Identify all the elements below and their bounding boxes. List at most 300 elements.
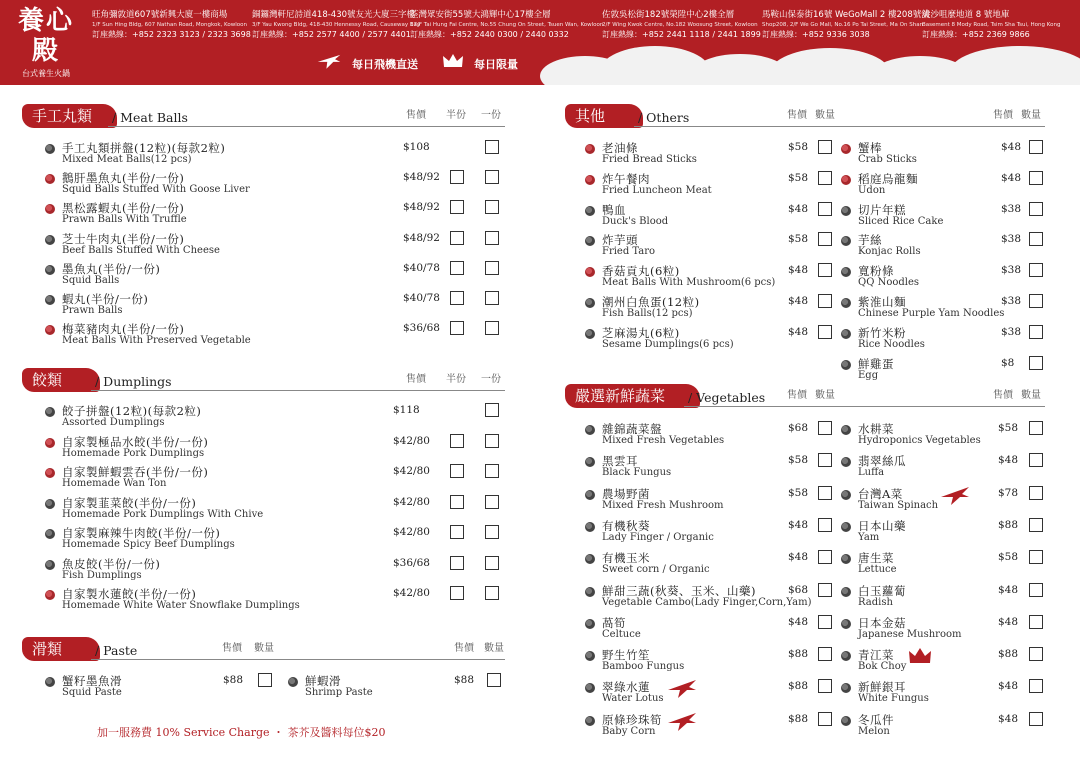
item-name-en: Homemade Spicy Beef Dumplings xyxy=(62,539,235,550)
branch-info xyxy=(410,10,603,40)
item-name-zh: 自家製水蓮餃(半份/一份) xyxy=(62,587,197,601)
item-name-en: Sliced Rice Cake xyxy=(858,215,944,227)
item-name-zh: 蟹籽墨魚滑 xyxy=(62,674,122,688)
item-price: $88 xyxy=(788,680,809,693)
branch-phone: 訂座熱線：+852 9336 3038 xyxy=(762,30,870,39)
item-price: $48 xyxy=(1001,171,1022,184)
column-header: 半份 xyxy=(446,110,466,121)
item-name-en: Squid Paste xyxy=(62,687,122,698)
bullet-icon xyxy=(841,716,851,726)
column-header: 數量 xyxy=(484,643,504,654)
column-header: 售價 xyxy=(787,110,807,121)
half-portion-checkbox[interactable] xyxy=(450,170,464,184)
section-title-zh: 手工丸類 xyxy=(22,104,117,128)
item-price: $42/80 xyxy=(393,526,430,538)
quantity-checkbox[interactable] xyxy=(818,294,832,308)
item-name-en: Fried Luncheon Meat xyxy=(602,184,712,196)
item-name-zh: 黑雲耳 xyxy=(602,454,638,469)
bullet-icon xyxy=(45,529,55,539)
item-price: $48 xyxy=(998,680,1019,693)
item-name-zh: 鴨血 xyxy=(602,202,626,217)
item-price: $88 xyxy=(223,674,244,686)
item-name-en: Chinese Purple Yam Noodles xyxy=(858,308,1005,319)
full-portion-checkbox[interactable] xyxy=(485,231,499,245)
item-name-zh: 唐生菜 xyxy=(858,551,894,566)
crown-icon xyxy=(442,52,464,70)
item-name-zh: 水耕菜 xyxy=(858,422,894,436)
bullet-icon xyxy=(841,360,851,370)
bullet-icon xyxy=(585,554,595,564)
item-price: $68 xyxy=(788,583,809,596)
item-name-en: Sweet corn / Organic xyxy=(602,564,710,576)
item-name-zh: 寬粉條 xyxy=(858,264,894,279)
item-price: $48 xyxy=(788,325,809,338)
bullet-icon xyxy=(585,651,595,661)
column-header: 售價 xyxy=(406,110,426,121)
item-price: $42/80 xyxy=(393,434,430,447)
quantity-checkbox[interactable] xyxy=(818,615,832,629)
quantity-checkbox[interactable] xyxy=(818,263,832,277)
item-name-en: Homemade Pork Dumplings xyxy=(62,447,205,459)
item-name-zh: 日本金菇 xyxy=(858,615,906,630)
item-name-zh: 黑松露蝦丸(半份/一份) xyxy=(62,201,185,216)
section-divider xyxy=(108,126,505,127)
airplane-icon xyxy=(316,50,342,72)
quantity-checkbox[interactable] xyxy=(818,518,832,532)
branch-address: 銅鑼灣軒尼詩道418-430號友光大廈三字樓 xyxy=(252,10,416,20)
item-price: $38 xyxy=(1001,295,1022,307)
quantity-checkbox[interactable] xyxy=(487,673,501,687)
quantity-checkbox[interactable] xyxy=(818,421,832,435)
bullet-icon xyxy=(45,235,55,245)
section-header-meatballs xyxy=(22,104,505,128)
item-price: $78 xyxy=(998,486,1019,499)
half-portion-checkbox[interactable] xyxy=(450,261,464,275)
item-price: $48 xyxy=(998,454,1019,467)
service-charge-note: 加一服務費 10% Service Charge ・ 茶芥及醬料每位$20 xyxy=(97,726,386,739)
item-name-zh: 萵筍 xyxy=(602,615,626,630)
item-name-zh: 紫淮山麵 xyxy=(858,295,906,309)
item-name-zh: 有機玉米 xyxy=(602,551,650,566)
quantity-checkbox[interactable] xyxy=(1029,140,1043,154)
item-price: $38 xyxy=(1001,325,1022,338)
item-price: $88 xyxy=(788,712,809,725)
item-name-en: Melon xyxy=(858,725,890,737)
quantity-checkbox[interactable] xyxy=(485,140,499,154)
bullet-icon xyxy=(585,298,595,308)
bullet-icon xyxy=(45,265,55,275)
branch-phone: 訂座熱線：+852 2441 1118 / 2441 1899 xyxy=(602,30,761,39)
column-header: 數量 xyxy=(815,390,835,401)
item-name-zh: 芝麻湯丸(6粒) xyxy=(602,325,680,340)
section-header-others xyxy=(565,104,1045,128)
item-name-en: Black Fungus xyxy=(602,467,672,479)
item-name-en: Beef Balls Stuffed With Cheese xyxy=(62,244,220,256)
item-name-en: Baby Corn xyxy=(602,725,656,737)
item-price: $42/80 xyxy=(393,495,430,508)
crown-icon xyxy=(908,647,932,665)
bullet-icon xyxy=(45,144,55,154)
quantity-checkbox[interactable] xyxy=(818,647,832,661)
branch-address: 尖沙咀麼地道 8 號地庫 xyxy=(922,10,1010,20)
item-name-zh: 潮州白魚蛋(12粒) xyxy=(602,295,700,309)
bullet-icon xyxy=(585,206,595,216)
item-name-en: Sesame Dumplings(6 pcs) xyxy=(602,338,734,350)
item-name-zh: 翡翠絲瓜 xyxy=(858,454,906,469)
item-name-zh: 自家製極品水餃(半份/一份) xyxy=(62,434,209,449)
item-price: $88 xyxy=(788,648,809,661)
quantity-checkbox[interactable] xyxy=(1029,294,1043,308)
branch-phone: 訂座熱線：+852 2577 4400 / 2577 4401 xyxy=(252,30,411,39)
item-price: $108 xyxy=(403,141,430,153)
item-name-en: Meat Balls With Mushroom(6 pcs) xyxy=(602,277,776,289)
item-name-en: Hydroponics Vegetables xyxy=(858,435,981,446)
bullet-icon xyxy=(841,587,851,597)
column-header: 數量 xyxy=(1021,110,1041,121)
column-header: 半份 xyxy=(446,374,466,385)
column-header: 售價 xyxy=(454,643,474,654)
banner-daily-limited: 每日限量 xyxy=(474,58,518,71)
item-name-en: Crab Sticks xyxy=(858,154,917,165)
bullet-icon xyxy=(45,407,55,417)
item-price: $8 xyxy=(1001,356,1015,369)
item-name-zh: 鮮雞蛋 xyxy=(858,356,894,371)
bullet-icon xyxy=(585,683,595,693)
item-name-zh: 炸芋頭 xyxy=(602,233,638,248)
item-name-en: Prawn Balls With Truffle xyxy=(62,214,187,226)
full-portion-checkbox[interactable] xyxy=(485,464,499,478)
item-price: $48 xyxy=(788,202,809,215)
bullet-icon xyxy=(841,236,851,246)
column-header: 數量 xyxy=(254,643,274,654)
full-portion-checkbox[interactable] xyxy=(485,200,499,214)
item-name-en: Water Lotus xyxy=(602,693,664,705)
column-header: 售價 xyxy=(406,374,426,385)
section-title-zh: 其他 xyxy=(565,104,643,128)
bullet-icon xyxy=(841,683,851,693)
bullet-icon xyxy=(841,298,851,308)
quantity-checkbox[interactable] xyxy=(818,140,832,154)
column-header: 數量 xyxy=(1021,390,1041,401)
full-portion-checkbox[interactable] xyxy=(485,261,499,275)
item-name-en: Duck's Blood xyxy=(602,215,669,227)
half-portion-checkbox[interactable] xyxy=(450,556,464,570)
cloud-decoration xyxy=(540,42,1080,85)
item-name-zh: 農場野菌 xyxy=(602,486,650,501)
item-name-en: Egg xyxy=(858,369,879,381)
quantity-checkbox[interactable] xyxy=(818,202,832,216)
bullet-icon xyxy=(841,206,851,216)
bullet-icon xyxy=(585,329,595,339)
item-name-en: Udon xyxy=(858,184,886,196)
branch-address-en: Basement 8 Mody Road, Tsim Sha Tsui, Hong Kong xyxy=(922,22,1061,28)
branch-address-en: 3/F Yau Kwong Bldg, 418-430 Hennessy Road, Causeway Bay xyxy=(252,22,421,28)
item-price: $40/78 xyxy=(403,261,440,274)
item-name-zh: 自家製麻辣牛肉餃(半份/一份) xyxy=(62,526,221,540)
half-portion-checkbox[interactable] xyxy=(450,200,464,214)
item-price: $48 xyxy=(1001,141,1022,153)
item-price: $48 xyxy=(788,264,809,277)
item-price: $58 xyxy=(788,141,809,153)
quantity-checkbox[interactable] xyxy=(1029,232,1043,246)
item-name-en: Celtuce xyxy=(602,628,641,640)
section-title-zh: 嚴選新鮮蔬菜 xyxy=(565,384,700,408)
bullet-icon xyxy=(45,468,55,478)
logo-text: 養心殿 xyxy=(17,6,74,66)
item-price: $48 xyxy=(998,583,1019,596)
half-portion-checkbox[interactable] xyxy=(450,291,464,305)
full-portion-checkbox[interactable] xyxy=(485,556,499,570)
bullet-icon xyxy=(841,522,851,532)
item-price: $48/92 xyxy=(403,231,440,244)
section-divider xyxy=(91,659,505,660)
half-portion-checkbox[interactable] xyxy=(450,321,464,335)
item-name-zh: 雜錦蔬菜盤 xyxy=(602,422,662,436)
bullet-icon xyxy=(585,144,595,154)
item-price: $58 xyxy=(788,454,809,467)
item-name-en: Fried Taro xyxy=(602,246,656,258)
item-price: $38 xyxy=(1001,264,1022,277)
branch-info xyxy=(92,10,251,40)
header-banner xyxy=(0,0,1080,85)
item-price: $118 xyxy=(393,404,420,416)
item-name-en: Lady Finger / Organic xyxy=(602,531,714,543)
item-name-zh: 梅菜豬肉丸(半份/一份) xyxy=(62,322,185,337)
item-name-zh: 鮮蝦滑 xyxy=(305,674,341,688)
quantity-checkbox[interactable] xyxy=(1029,486,1043,500)
quantity-checkbox[interactable] xyxy=(1029,583,1043,597)
item-name-zh: 芝士牛肉丸(半份/一份) xyxy=(62,231,185,246)
item-name-en: Luffa xyxy=(858,467,885,479)
bullet-icon xyxy=(841,267,851,277)
quantity-checkbox[interactable] xyxy=(1029,679,1043,693)
branch-phone: 訂座熱線：+852 2323 3123 / 2323 3698 xyxy=(92,30,251,39)
item-name-zh: 新鮮銀耳 xyxy=(858,680,906,695)
item-name-zh: 炸午餐肉 xyxy=(602,171,650,186)
quantity-checkbox[interactable] xyxy=(1029,453,1043,467)
item-name-zh: 鵝肝墨魚丸(半份/一份) xyxy=(62,171,185,186)
item-name-zh: 稻庭烏龍麵 xyxy=(858,171,918,186)
quantity-checkbox[interactable] xyxy=(1029,712,1043,726)
item-name-zh: 芋絲 xyxy=(858,233,882,248)
quantity-checkbox[interactable] xyxy=(1029,421,1043,435)
item-name-zh: 鮮甜三蔬(秋葵、玉米、山藥) xyxy=(602,583,756,598)
section-title-en: / Meat Balls xyxy=(112,110,188,125)
quantity-checkbox[interactable] xyxy=(1029,615,1043,629)
item-name-zh: 新竹米粉 xyxy=(858,325,906,340)
item-price: $48 xyxy=(788,518,809,531)
quantity-checkbox[interactable] xyxy=(1029,171,1043,185)
full-portion-checkbox[interactable] xyxy=(485,586,499,600)
item-name-en: Rice Noodles xyxy=(858,338,925,350)
full-portion-checkbox[interactable] xyxy=(485,525,499,539)
item-name-en: Homemade White Water Snowflake Dumplings xyxy=(62,600,300,611)
quantity-checkbox[interactable] xyxy=(818,486,832,500)
item-name-en: Fish Dumplings xyxy=(62,569,142,581)
branch-address-en: Shop208, 2/F We Go Mall, No.16 Po Tai Street, Ma On Shan xyxy=(762,22,924,28)
full-portion-checkbox[interactable] xyxy=(485,291,499,305)
item-name-zh: 老油條 xyxy=(602,141,638,155)
item-price: $48 xyxy=(788,551,809,564)
quantity-checkbox[interactable] xyxy=(1029,263,1043,277)
quantity-checkbox[interactable] xyxy=(818,325,832,339)
item-price: $68 xyxy=(788,422,809,434)
column-header: 售價 xyxy=(993,390,1013,401)
branch-address: 旺角彌敦道607號新興大廈一樓商場 xyxy=(92,10,228,20)
item-price: $48 xyxy=(788,615,809,628)
item-name-en: Radish xyxy=(858,596,893,608)
half-portion-checkbox[interactable] xyxy=(450,464,464,478)
item-name-zh: 切片年糕 xyxy=(858,202,906,217)
column-header: 一份 xyxy=(481,110,501,121)
item-name-en: Konjac Rolls xyxy=(858,246,921,258)
item-name-zh: 墨魚丸(半份/一份) xyxy=(62,261,161,276)
item-price: $48 xyxy=(998,615,1019,628)
column-header: 售價 xyxy=(993,110,1013,121)
branch-address-en: 17/F Tai Hung Fai Centre, No.55 Chung On Street, Tsuen Wan, Kowloon xyxy=(410,22,604,28)
item-name-en: Assorted Dumplings xyxy=(62,417,165,428)
quantity-checkbox[interactable] xyxy=(1029,518,1043,532)
full-portion-checkbox[interactable] xyxy=(485,434,499,448)
bullet-icon xyxy=(585,457,595,467)
bullet-icon xyxy=(841,175,851,185)
item-name-en: Prawn Balls xyxy=(62,305,123,316)
bullet-icon xyxy=(585,425,595,435)
item-name-en: Japanese Mushroom xyxy=(858,628,962,640)
full-portion-checkbox[interactable] xyxy=(485,170,499,184)
item-price: $58 xyxy=(788,486,809,499)
section-divider xyxy=(684,406,1045,407)
quantity-checkbox[interactable] xyxy=(1029,325,1043,339)
item-name-en: Mixed Meat Balls(12 pcs) xyxy=(62,154,192,165)
bullet-icon xyxy=(841,554,851,564)
item-name-zh: 蟹棒 xyxy=(858,141,882,155)
section-header-dumplings xyxy=(22,368,505,392)
quantity-checkbox[interactable] xyxy=(818,679,832,693)
item-price: $38 xyxy=(1001,233,1022,246)
item-name-zh: 翠綠水蓮 xyxy=(602,680,650,695)
quantity-checkbox[interactable] xyxy=(1029,647,1043,661)
branch-phone: 訂座熱線：+852 2369 9866 xyxy=(922,30,1030,39)
section-title-en: / Vegetables xyxy=(688,390,766,405)
item-price: $48 xyxy=(788,295,809,307)
banner-daily-flight: 每日飛機直送 xyxy=(352,58,418,71)
item-name-en: White Fungus xyxy=(858,693,929,705)
bullet-icon xyxy=(585,619,595,629)
quantity-checkbox[interactable] xyxy=(818,712,832,726)
bullet-icon xyxy=(585,175,595,185)
quantity-checkbox[interactable] xyxy=(1029,356,1043,370)
bullet-icon xyxy=(585,267,595,277)
restaurant-logo xyxy=(14,6,78,78)
full-portion-checkbox[interactable] xyxy=(485,321,499,335)
bullet-icon xyxy=(585,716,595,726)
branch-address-en: 2/F Wing Kwok Centre, No.182 Woosung Street, Kowloon xyxy=(602,22,758,28)
half-portion-checkbox[interactable] xyxy=(450,525,464,539)
branch-info xyxy=(922,10,1060,40)
column-header: 數量 xyxy=(815,110,835,121)
quantity-checkbox[interactable] xyxy=(1029,202,1043,216)
half-portion-checkbox[interactable] xyxy=(450,495,464,509)
half-portion-checkbox[interactable] xyxy=(450,586,464,600)
item-name-zh: 餃子拼盤(12粒)(每款2粒) xyxy=(62,404,202,418)
item-name-en: Squid Balls xyxy=(62,274,120,286)
quantity-checkbox[interactable] xyxy=(818,550,832,564)
branch-info xyxy=(252,10,420,40)
item-price: $42/80 xyxy=(393,465,430,477)
quantity-checkbox[interactable] xyxy=(258,673,272,687)
item-name-zh: 自家製鮮蝦雲吞(半份/一份) xyxy=(62,465,209,479)
item-price: $88 xyxy=(454,674,475,686)
bullet-icon xyxy=(288,677,298,687)
item-name-en: Vegetable Cambo(Lady Finger,Corn,Yam) xyxy=(602,596,812,608)
branch-list xyxy=(92,10,1078,40)
item-price: $42/80 xyxy=(393,587,430,599)
bullet-icon xyxy=(841,651,851,661)
bullet-icon xyxy=(45,560,55,570)
item-price: $58 xyxy=(998,422,1019,434)
branch-phone: 訂座熱線：+852 2440 0300 / 2440 0332 xyxy=(410,30,569,39)
item-price: $58 xyxy=(788,233,809,246)
item-name-en: QQ Noodles xyxy=(858,277,920,289)
bullet-icon xyxy=(45,499,55,509)
bullet-icon xyxy=(841,490,851,500)
quantity-checkbox[interactable] xyxy=(1029,550,1043,564)
section-divider xyxy=(91,390,505,391)
item-name-en: Taiwan Spinach xyxy=(858,499,939,511)
half-portion-checkbox[interactable] xyxy=(450,231,464,245)
item-name-en: Homemade Wan Ton xyxy=(62,478,167,489)
section-title-en: / Dumplings xyxy=(95,374,172,389)
logo-subtitle: 台式養生火鍋 xyxy=(22,69,70,78)
column-header: 一份 xyxy=(481,374,501,385)
quantity-checkbox[interactable] xyxy=(485,403,499,417)
item-name-zh: 野生竹笙 xyxy=(602,648,650,663)
section-title-en: / Paste xyxy=(95,643,138,658)
item-price: $48 xyxy=(998,712,1019,725)
bullet-icon xyxy=(585,236,595,246)
item-name-zh: 蝦丸(半份/一份) xyxy=(62,292,149,306)
bullet-icon xyxy=(841,619,851,629)
item-name-en: Homemade Pork Dumplings With Chive xyxy=(62,508,264,520)
item-price: $40/78 xyxy=(403,292,440,304)
quantity-checkbox[interactable] xyxy=(818,453,832,467)
item-name-zh: 青江菜 xyxy=(858,648,894,663)
bullet-icon xyxy=(45,438,55,448)
column-header: 售價 xyxy=(787,390,807,401)
full-portion-checkbox[interactable] xyxy=(485,495,499,509)
item-name-en: Yam xyxy=(858,531,880,543)
quantity-checkbox[interactable] xyxy=(818,171,832,185)
bullet-icon xyxy=(45,204,55,214)
item-name-en: Fish Balls(12 pcs) xyxy=(602,308,693,319)
item-name-zh: 原條珍珠筍 xyxy=(602,712,662,727)
item-name-zh: 魚皮餃(半份/一份) xyxy=(62,556,161,571)
quantity-checkbox[interactable] xyxy=(818,583,832,597)
item-name-en: Bamboo Fungus xyxy=(602,661,685,673)
quantity-checkbox[interactable] xyxy=(818,232,832,246)
bullet-icon xyxy=(841,329,851,339)
bullet-icon xyxy=(45,174,55,184)
airplane-icon xyxy=(667,710,697,732)
section-title-en: / Others xyxy=(638,110,690,125)
branch-address: 馬鞍山保泰街16號 WeGoMall 2 樓208號舖 xyxy=(762,10,930,20)
bullet-icon xyxy=(841,144,851,154)
section-title-zh: 餃類 xyxy=(22,368,100,392)
item-price: $36/68 xyxy=(403,322,440,335)
half-portion-checkbox[interactable] xyxy=(450,434,464,448)
section-divider xyxy=(634,126,1045,127)
